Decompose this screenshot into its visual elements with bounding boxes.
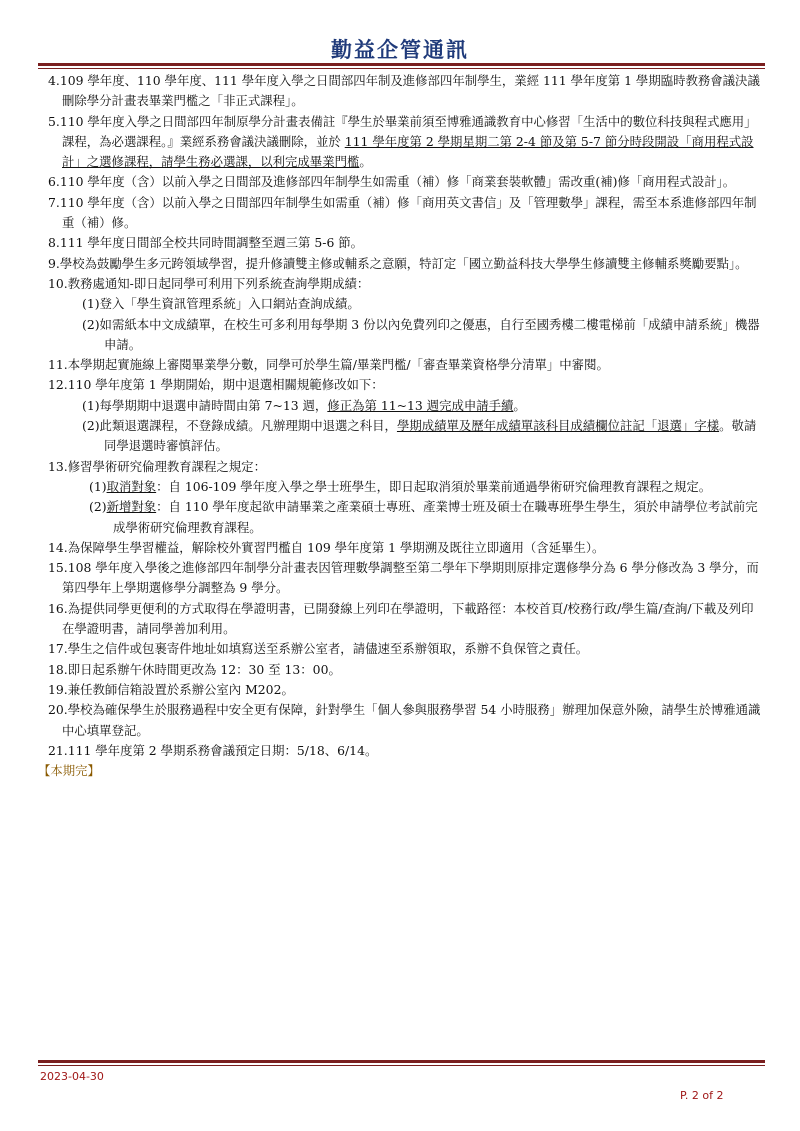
notice-item — [38, 660, 765, 680]
notice-text: (2)此類退選課程，不登錄成績。凡辦理期中退選之科目， — [82, 418, 397, 434]
notice-underlined-text: 新增對象 — [106, 499, 157, 515]
notice-text: 20.學校為確保學生於服務過程中安全更有保障，針對學生「個人參與服務學習 54 小時服務」辦理加保意外險，請學生於博雅通識中心填單登記。 — [48, 702, 761, 738]
notice-text: 6.110 學年度（含）以前入學之日間部及進修部四年制學生如需重（補）修「商業套裝軟體」需改重(補)修「商用程式設計」。 — [48, 174, 736, 190]
notice-text: ：自 110 學年度起欲申請畢業之產業碩士專班、產業博士班及碩士在職專班學生學生，須於申請學位考試前完成學術研究倫理教育課程。 — [113, 499, 758, 535]
notice-item — [38, 396, 765, 416]
bottom-divider — [38, 1060, 765, 1063]
notice-item — [38, 233, 765, 253]
top-divider — [38, 63, 765, 66]
issue-date: 2023-04-30 — [40, 1070, 104, 1083]
notice-item — [38, 416, 765, 457]
notice-text: 14.為保障學生學習權益，解除校外實習門檻自 109 學年度第 1 學期溯及既往立即適用（含延畢生）。 — [48, 539, 605, 555]
notice-underlined-text: 學期成績單及歷年成績單該科目成績欄位註記「退選」字樣 — [396, 418, 720, 434]
notice-text: 17.學生之信件或包裹寄件地址如填寫送至系辦公室者，請儘速至系辦領取，系辦不負保管之責任。 — [48, 641, 589, 657]
notice-text: (2) — [89, 499, 107, 515]
notice-text: (1) — [89, 478, 107, 494]
notice-item — [38, 497, 765, 538]
notice-item — [38, 558, 765, 599]
notice-text: 4.109 學年度、110 學年度、111 學年度入學之日間部四年制及進修部四年制學生，業經 111 學年度第 1 學期臨時教務會議決議刪除學分計畫表畢業門檻之「非正式課程」。 — [48, 73, 760, 109]
notice-item — [38, 294, 765, 314]
notice-text: 11.本學期起實施線上審閱畢業學分數，同學可於學生篇/畢業門檻/「審查畢業資格學分清單」中審閱。 — [48, 357, 609, 373]
notice-item — [38, 193, 765, 234]
notice-text: 15.108 學年度入學後之進修部四年制學分計畫表因管理數學調整至第二學年下學期則原排定選修學分為 6 學分修改為 3 學分，而第四學年上學期選修學分調整為 9 學分。 — [48, 560, 759, 596]
notice-text: (1)每學期期中退選申請時間由第 7~13 週， — [82, 397, 328, 413]
notice-item — [38, 680, 765, 700]
notice-text: (2)如需紙本中文成績單，在校生可多利用每學期 3 份以內免費列印之優惠，自行至國秀樓二樓電梯前「成績申請系統」機器申請。 — [82, 316, 760, 352]
end-of-issue-note: 【本期完】 — [38, 763, 100, 779]
newsletter-title: 勤益企管通訊 — [331, 38, 469, 62]
notice-text: 13.修習學術研究倫理教育課程之規定： — [48, 458, 266, 474]
top-divider-thin — [38, 68, 765, 69]
notice-text: 18.即日起系辦午休時間更改為 12：30 至 13：00。 — [48, 661, 341, 677]
notice-text: 5.110 學年度入學之日間部四年制原學分計畫表備註『學生於畢業前須至博雅通識教育中心修習「生活中的數位科技與程式應用」課程，為必選課程。』業經系務會議決議刪除，並於 — [48, 113, 757, 149]
notice-text: 16.為提供同學更便利的方式取得在學證明書，已開發線上列印在學證明，下載路徑：本校首頁/校務行政/學生篇/查詢/下載及列印在學證明書，請同學善加利用。 — [48, 600, 754, 637]
notice-item — [38, 639, 765, 659]
notice-text: 。 — [513, 397, 526, 413]
notice-text: (1)登入「學生資訊管理系統」入口網站查詢成績。 — [82, 296, 360, 312]
notice-text: ：自 106-109 學年度入學之學士班學生，即日起取消須於畢業前通過學術研究倫理教育課程之規定。 — [156, 478, 712, 494]
notice-item — [38, 274, 765, 294]
notice-item — [38, 112, 765, 173]
notice-item — [38, 599, 765, 640]
notice-item — [38, 700, 765, 741]
notice-list — [38, 71, 765, 781]
notice-item — [38, 315, 765, 356]
notice-item — [38, 71, 765, 112]
bottom-divider-thin — [38, 1065, 765, 1066]
notice-item — [38, 355, 765, 375]
notice-underlined-text: 111 學年度第 2 學期星期二第 2-4 節及第 5-7 節分時段開設「商用程式設計」之選修課程，請學生務必選課，以利完成畢業門檻 — [62, 133, 754, 170]
notice-text: 。 — [359, 154, 372, 170]
notice-item — [38, 741, 765, 761]
notice-item — [38, 375, 765, 395]
page-number: P. 2 of 2 — [680, 1089, 724, 1102]
notice-text: 。敬請同學退選時審慎評估。 — [104, 418, 757, 454]
notice-underlined-text: 取消對象 — [106, 478, 157, 494]
notice-item — [38, 538, 765, 558]
notice-item — [38, 477, 765, 497]
notice-text: 12.110 學年度第 1 學期開始，期中退選相關規範修改如下： — [48, 377, 384, 393]
notice-text: 7.110 學年度（含）以前入學之日間部四年制學生如需重（補）修「商用英文書信」及「管理數學」課程，需至本系進修部四年制重（補）修。 — [48, 194, 757, 231]
notice-text: 19.兼任教師信箱設置於系辦公室內 M202。 — [48, 681, 294, 697]
notice-underlined-text: 修正為第 11~13 週完成申請手續 — [327, 397, 514, 413]
notice-item — [38, 457, 765, 477]
notice-item — [38, 172, 765, 192]
notice-item — [38, 254, 765, 274]
notice-text: 10.教務處通知-即日起同學可利用下列系統查詢學期成績： — [48, 275, 370, 291]
notice-text: 21.111 學年度第 2 學期系務會議預定日期：5/18、6/14。 — [48, 742, 378, 758]
notice-text: 9.學校為鼓勵學生多元跨領域學習，提升修讀雙主修或輔系之意願，特訂定「國立勤益科技大學學生修讀雙主修輔系獎勵要點」。 — [48, 255, 748, 271]
notice-text: 8.111 學年度日間部全校共同時間調整至週三第 5-6 節。 — [48, 235, 364, 251]
